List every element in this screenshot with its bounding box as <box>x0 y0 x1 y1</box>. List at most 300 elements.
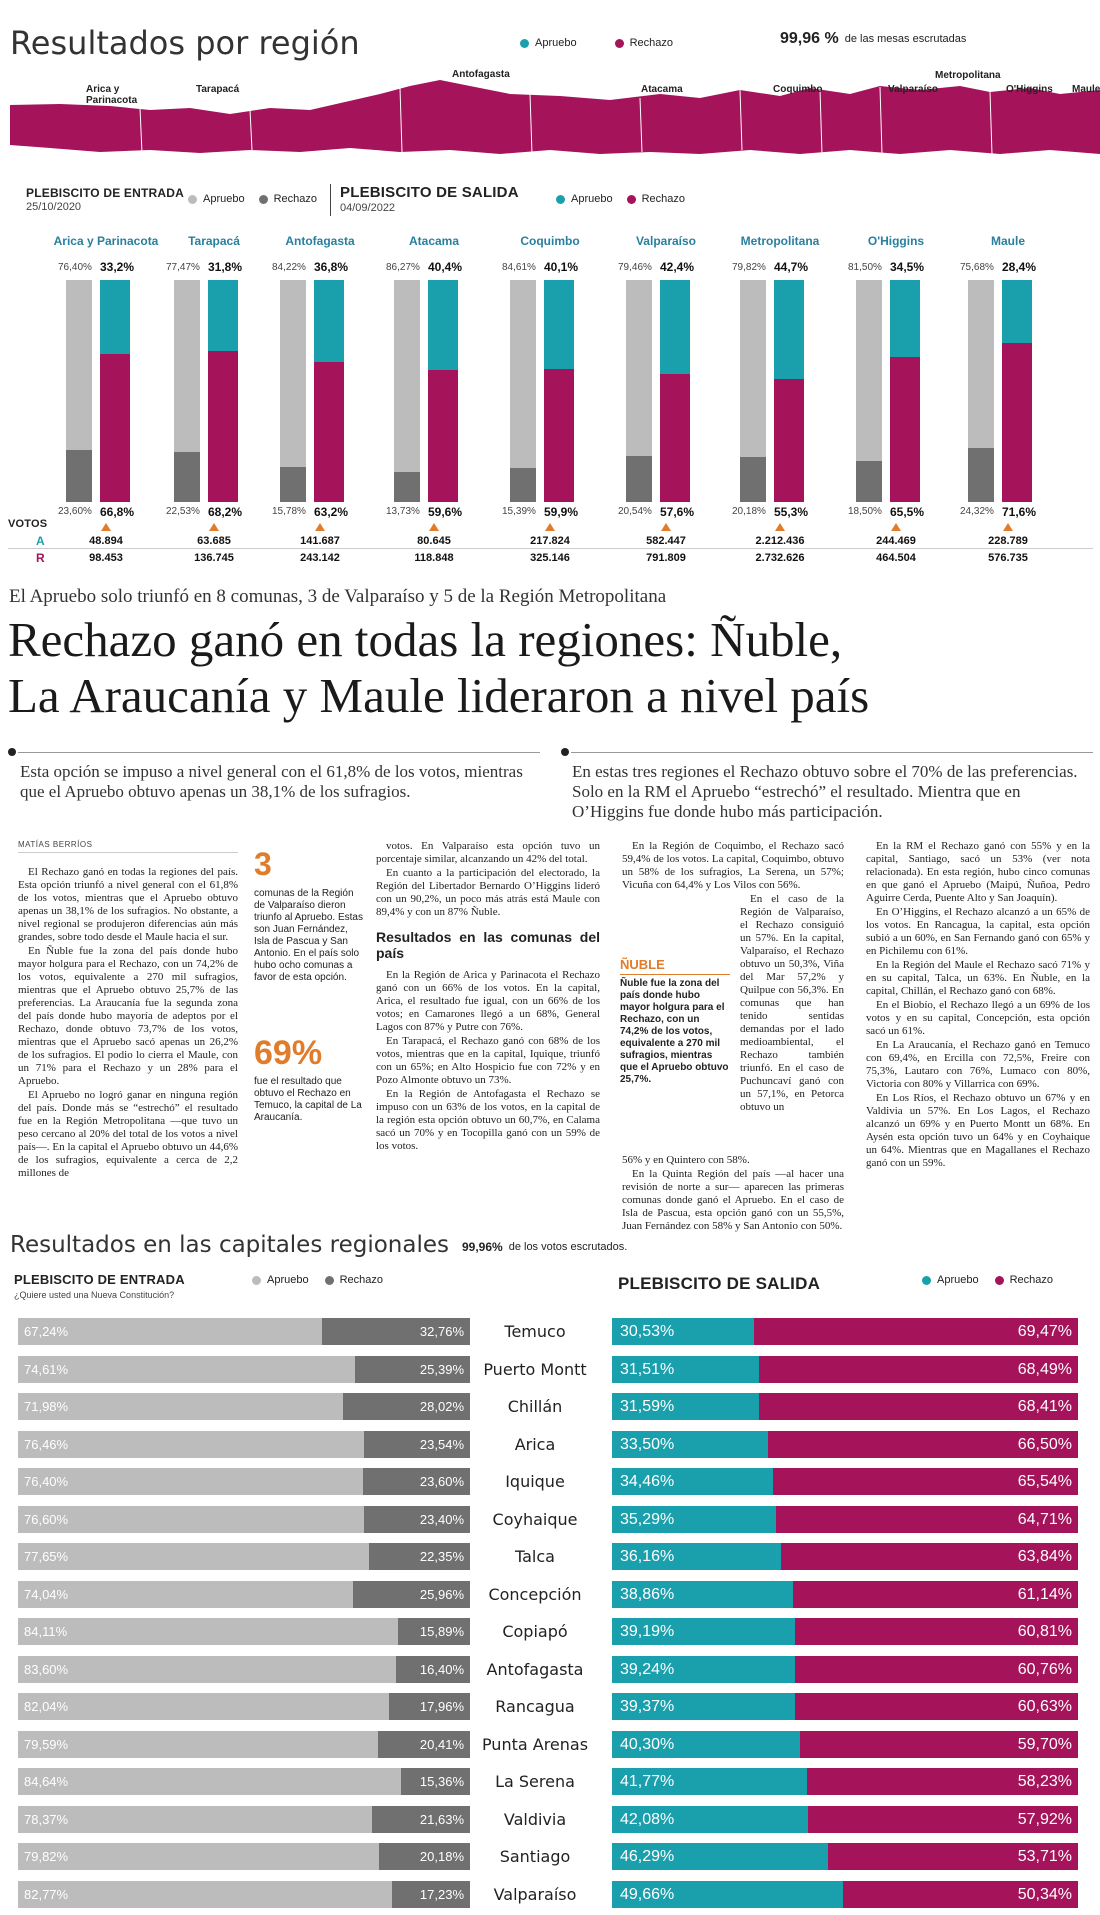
entrada-apruebo-value: 71,98% <box>24 1399 69 1414</box>
capital-city-name: Concepción <box>488 1584 582 1604</box>
bar-entrada-apruebo <box>740 280 766 457</box>
salida-apruebo-value: 36,16% <box>620 1548 675 1565</box>
nuble-callout-title: ÑUBLE <box>620 957 730 975</box>
region-name: Metropolitana <box>740 234 820 248</box>
entrada-apruebo-bar <box>18 1431 364 1458</box>
capital-city-name: Valdivia <box>503 1809 567 1829</box>
entrada-apruebo-value: 76,46% <box>24 1436 69 1452</box>
bar-salida-apruebo <box>428 280 458 370</box>
region-name: Tarapacá <box>188 234 240 248</box>
byline: MATÍAS BERRÍOS <box>18 840 93 849</box>
capital-row <box>0 1656 1100 1686</box>
triangle-marker <box>775 523 785 531</box>
capital-row <box>0 1881 1100 1911</box>
entrada-apruebo-value: 76,40% <box>24 1474 69 1489</box>
legend-rechazo: Rechazo <box>629 37 674 49</box>
bar-salida-rechazo <box>544 369 574 502</box>
entrada-apruebo-bar <box>18 1618 398 1645</box>
triangle-marker <box>209 523 219 531</box>
salida-rechazo-value: 50,34% <box>1017 1885 1072 1903</box>
bar-entrada-apruebo <box>510 280 536 468</box>
col4-paragraph: En la Quinta Región del país —al hacer una revisión de norte a sur— aparecen las primeras comunas donde ganó el Apruebo. En el caso de Isla de Pascua, esta opción ganó con un 55,5%, Juan Fernández con 58% y San Antonio con 50%. <box>622 1168 844 1232</box>
votes-rechazo: 98.453 <box>89 552 123 564</box>
entrada-rechazo-pct: 22,53% <box>166 506 200 517</box>
region-name: O'Higgins <box>867 234 925 248</box>
salida-rechazo-value: 61,14% <box>1017 1585 1072 1603</box>
triangle-marker <box>429 523 439 531</box>
col1-paragraph: El Apruebo no logró ganar en ninguna región del país. Donde más se “estrechó” el resultado fue en la Región Metropolitana —que tuvo un peso cercano al 20% del total de los votos a nivel país—. En la capital el Apruebo obtuvo un 44,6% de los sufragios, equivalente a cerca de 2,2 millones de <box>18 1089 238 1179</box>
entrada-apruebo-bar <box>18 1581 353 1608</box>
bar-salida-rechazo <box>428 370 458 502</box>
salida-rechazo-value: 68,49% <box>1017 1360 1072 1378</box>
scrutiny-value: 99,96 % <box>780 30 839 47</box>
salida-apruebo-value: 33,50% <box>620 1435 675 1453</box>
entrada-apruebo-pct: 79,46% <box>618 262 652 273</box>
salida-apruebo-value: 46,29% <box>620 1848 675 1865</box>
entrada-apruebo-swatch <box>188 195 197 204</box>
bar-salida-rechazo <box>774 379 804 502</box>
region-name: Maule <box>990 234 1025 248</box>
bar-entrada-rechazo <box>968 448 994 502</box>
capital-row <box>0 1693 1100 1723</box>
entrada-rechazo-value: 17,23% <box>419 1886 464 1902</box>
salida-rechazo-value: 65,54% <box>1017 1473 1072 1490</box>
entrada-rechazo-value: 25,96% <box>419 1586 464 1602</box>
salida-rechazo-value: 69,47% <box>1017 1323 1072 1340</box>
votes-rechazo: 791.809 <box>646 552 686 564</box>
entrada-date: 25/10/2020 <box>26 201 82 213</box>
capitals-salida-rechazo-swatch <box>995 1276 1004 1285</box>
col5-paragraph: En La Araucanía, el Rechazo ganó en Temuco con 69,4%, en Ercilla con 72,5%, Freire con 75,3%, Lautaro con 76%, Lumaco con 80%, Victoria con 80% y Villarrica con 69%. <box>866 1039 1090 1090</box>
entrada-rechazo-value: 32,76% <box>419 1324 464 1339</box>
salida-apruebo-value: 39,24% <box>620 1660 675 1678</box>
legend-apruebo: Apruebo <box>535 37 577 49</box>
salida-rechazo-value: 58,23% <box>1017 1773 1072 1790</box>
bar-entrada-rechazo <box>394 472 420 502</box>
entrada-rechazo-pct: 23,60% <box>58 506 92 517</box>
region-name: Valparaíso <box>635 234 697 248</box>
entrada-apruebo-pct: 79,82% <box>732 262 766 273</box>
map-label-tarapaca: Tarapacá <box>196 84 240 95</box>
salida-rechazo-value: 68,41% <box>1017 1398 1072 1415</box>
map-legend <box>520 37 673 49</box>
votes-rechazo: 576.735 <box>988 552 1028 564</box>
votes-rechazo: 118.848 <box>414 552 454 564</box>
entrada-apruebo-bar <box>18 1843 379 1870</box>
votes-apruebo: 228.789 <box>988 535 1028 547</box>
entrada-rechazo-value: 15,89% <box>419 1624 464 1639</box>
salida-rechazo-value: 53,71% <box>1017 1848 1072 1865</box>
entrada-rechazo-value: 23,40% <box>419 1511 464 1527</box>
entrada-apruebo-pct: 77,47% <box>166 262 200 273</box>
capital-row <box>0 1506 1100 1536</box>
bar-entrada-apruebo <box>280 280 306 467</box>
bajada-left-bullet <box>8 748 16 756</box>
region-name: Atacama <box>408 234 460 248</box>
col4-paragraph: 56% y en Quintero con 58%. <box>622 1154 750 1166</box>
salida-apruebo-swatch <box>556 195 565 204</box>
region-name: Coquimbo <box>520 234 580 248</box>
entrada-apruebo-value: 79,59% <box>24 1736 69 1752</box>
capitals-salida-apruebo-swatch <box>922 1276 931 1285</box>
votes-rechazo: 464.504 <box>876 552 916 564</box>
votes-apruebo: 63.685 <box>197 535 231 547</box>
headline-line-1: Rechazo ganó en todas la regiones: Ñuble, <box>8 612 843 667</box>
bajada-right-bullet <box>561 748 569 756</box>
article-column-3 <box>376 840 600 1154</box>
capital-city-name: Temuco <box>504 1322 566 1341</box>
entrada-apruebo-pct: 84,61% <box>502 262 536 273</box>
capital-city-name: Arica <box>514 1434 556 1454</box>
map-label-ohiggins: O'Higgins <box>1006 84 1053 95</box>
byline-rule <box>18 852 238 853</box>
salida-apruebo-pct: 34,5% <box>890 260 925 274</box>
salida-rechazo-pct: 59,6% <box>428 505 463 519</box>
votes-apruebo: 80.645 <box>417 535 451 547</box>
capital-row <box>0 1843 1100 1873</box>
bar-entrada-apruebo <box>174 280 200 452</box>
bar-entrada-apruebo <box>968 280 994 448</box>
capital-row <box>0 1768 1100 1798</box>
entrada-apruebo-value: 74,04% <box>24 1586 69 1602</box>
salida-rechazo-swatch <box>627 195 636 204</box>
triangle-marker <box>1003 523 1013 531</box>
votes-apruebo: 217.824 <box>530 535 570 547</box>
capital-city-name: Puerto Montt <box>483 1359 587 1379</box>
col3-paragraph: En la Región de Arica y Parinacota el Rechazo ganó con un 66% de los votos. En la capital, Arica, el resultado fue igual, con un 66% de los votos; en Camarones llegó a un 68%, General Lagos con 87% y Putre con 76%. <box>376 969 600 1033</box>
capital-city-name: Chillán <box>507 1397 563 1416</box>
bar-salida-apruebo <box>774 280 804 379</box>
salida-rechazo-pct: 59,9% <box>544 505 579 519</box>
entrada-apruebo-value: 82,77% <box>24 1886 69 1902</box>
salida-apruebo-value: 31,59% <box>620 1398 675 1415</box>
bar-salida-rechazo <box>1002 343 1032 502</box>
votes-apruebo: 244.469 <box>876 535 916 547</box>
bar-salida-apruebo <box>1002 280 1032 343</box>
salida-apruebo-pct: 40,4% <box>428 260 463 274</box>
salida-rechazo-value: 57,92% <box>1017 1810 1072 1828</box>
col4-paragraph: En la Región de Coquimbo, el Rechazo sacó 59,4% de los votos. La capital, Coquimbo, obtuvo un 58% de los sufragios, La Serena, un 57%; Vicuña con 64,4% y Los Vilos con 56%. <box>622 840 844 891</box>
col5-paragraph: En la RM el Rechazo ganó con 55% y en la capital, Santiago, sacó un 53% (ver nota relacionada). En esta región, hubo cinco comunas en que ganó el Apruebo (Maipú, Ñuñoa, Pedro Aguirre Cerda, Puente Alto y San Joaquín). <box>866 840 1090 904</box>
salida-rechazo-pct: 57,6% <box>660 505 695 519</box>
entrada-apruebo-value: 76,60% <box>24 1511 69 1527</box>
bar-entrada-apruebo <box>626 280 652 456</box>
capital-city-name: Punta Arenas <box>481 1734 589 1754</box>
capital-city-name: Santiago <box>499 1847 571 1866</box>
capital-row <box>0 1581 1100 1611</box>
salida-apruebo-value: 39,19% <box>620 1623 675 1640</box>
entrada-rechazo-pct: 24,32% <box>960 506 994 517</box>
bajada-right-rule <box>571 752 1093 753</box>
votes-rechazo: 2.732.626 <box>755 552 805 564</box>
capital-row <box>0 1393 1100 1423</box>
salida-legend-rechazo: Rechazo <box>641 193 686 205</box>
capital-city-name: La Serena <box>495 1772 575 1791</box>
votes-rechazo: 136.745 <box>194 552 234 564</box>
fact-text-3: comunas de la Región de Valparaíso dieron triunfo al Apruebo. Estas son Juan Fernández, Isla de Pascua y San Antonio. En el país solo hubo ocho comunas a favor de esta opción. <box>254 888 363 983</box>
salida-apruebo-pct: 28,4% <box>1002 260 1037 274</box>
capital-city-name: Talca <box>515 1547 555 1566</box>
entrada-apruebo-pct: 84,22% <box>272 262 306 273</box>
entrada-apruebo-value: 74,61% <box>24 1361 69 1377</box>
capitals-salida-legend <box>922 1274 1053 1286</box>
capitals-entrada-legend-rechazo: Rechazo <box>339 1274 384 1286</box>
entrada-apruebo-bar <box>18 1468 363 1495</box>
entrada-apruebo-bar <box>18 1356 355 1383</box>
salida-apruebo-pct: 42,4% <box>660 260 695 274</box>
bar-salida-rechazo <box>100 354 130 502</box>
bajada-right: En estas tres regiones el Rechazo obtuvo sobre el 70% de las preferencias. Solo en la RM el Apruebo “estrechó” el resultado. Mientra que en O’Higgins fue donde hubo más participación. <box>572 762 1078 821</box>
scrutiny-text: de las mesas escrutadas <box>844 33 967 45</box>
capital-row <box>0 1806 1100 1836</box>
bar-salida-rechazo <box>890 357 920 502</box>
bar-entrada-apruebo <box>856 280 882 461</box>
capitals-salida-legend-rechazo: Rechazo <box>1009 1274 1054 1286</box>
bar-salida-apruebo <box>100 280 130 354</box>
salida-apruebo-value: 38,86% <box>620 1585 675 1603</box>
salida-apruebo-value: 39,37% <box>620 1698 675 1715</box>
capitals-scrutiny <box>462 1240 627 1254</box>
capitals-title: Resultados en las capitales regionales <box>10 1232 449 1258</box>
entrada-apruebo-pct: 86,27% <box>386 262 420 273</box>
salida-rechazo-value: 64,71% <box>1017 1510 1072 1528</box>
entrada-rechazo-pct: 13,73% <box>386 506 420 517</box>
votes-apruebo: 2.212.436 <box>755 535 805 547</box>
bar-salida-rechazo <box>314 362 344 502</box>
scrutiny-note <box>780 30 966 48</box>
capital-row <box>0 1618 1100 1648</box>
triangle-marker <box>661 523 671 531</box>
entrada-apruebo-bar <box>18 1543 369 1570</box>
entrada-rechazo-swatch <box>259 195 268 204</box>
map-label-valparaiso: Valparaíso <box>888 84 939 95</box>
entrada-rechazo-pct: 18,50% <box>848 506 882 517</box>
votes-rechazo: 243.142 <box>300 552 340 564</box>
entrada-apruebo-bar <box>18 1768 401 1795</box>
col4-paragraph: En el caso de la Región de Valparaíso, el Rechazo consiguió un 57%. En la capital, Valparaíso, el Rechazo obtuvo un 50,3%, Viña del Mar 57,2% y Quilpue con 56,3%. En comunas que han tenido sentidas demandas por el lado medioambiental, el Rechazo también triunfó. En el caso de Puchuncaví ganó con un 57,1%, en Petorca obtuvo un <box>740 893 844 1113</box>
salida-apruebo-value: 30,53% <box>620 1323 675 1340</box>
capitals-salida-legend-apruebo: Apruebo <box>937 1274 979 1286</box>
entrada-apruebo-value: 84,64% <box>24 1774 69 1789</box>
bar-entrada-rechazo <box>510 468 536 502</box>
salida-rechazo-value: 59,70% <box>1017 1735 1072 1753</box>
salida-rechazo-pct: 68,2% <box>208 505 243 519</box>
salida-apruebo-value: 40,30% <box>620 1735 675 1753</box>
col3-paragraph: En la Región de Antofagasta el Rechazo se impuso con un 63% de los votos, en la capital de la región esta opción obtuvo un 60,7%, en Calama sacó un 70% y en Tocopilla ganó con un 59% de los votos. <box>376 1088 600 1152</box>
salida-apruebo-value: 35,29% <box>620 1510 675 1528</box>
entrada-rechazo-value: 28,02% <box>419 1399 464 1414</box>
capital-city-name: Antofagasta <box>486 1659 584 1679</box>
triangle-marker <box>891 523 901 531</box>
entrada-rechazo-value: 22,35% <box>419 1549 464 1564</box>
votes-divider <box>8 548 1093 549</box>
entrada-title: PLEBISCITO DE ENTRADA <box>26 186 184 200</box>
entrada-apruebo-bar <box>18 1693 389 1720</box>
votes-apruebo: 582.447 <box>646 535 686 547</box>
map-section-title: Resultados por región <box>10 24 360 62</box>
votes-rechazo: 325.146 <box>530 552 570 564</box>
bar-entrada-rechazo <box>626 456 652 502</box>
entrada-legend-apruebo: Apruebo <box>203 193 245 205</box>
salida-apruebo-value: 42,08% <box>620 1810 675 1828</box>
salida-rechazo-pct: 55,3% <box>774 505 809 519</box>
salida-legend-apruebo: Apruebo <box>571 193 613 205</box>
capital-row <box>0 1356 1100 1386</box>
bar-entrada-apruebo <box>66 280 92 450</box>
article-column-1 <box>18 866 238 1181</box>
entrada-apruebo-value: 84,11% <box>24 1624 68 1639</box>
col5-paragraph: En Los Ríos, el Rechazo obtuvo un 67% y en Valdivia un 57%. En Los Lagos, el Rechazo alcanzó un 69% y en Puerto Montt un 68%. En Aysén esta opción tuvo un 64% y en Coyhaique un 64%. Mientras que en Magallanes el Rechazo ganó con un 59%. <box>866 1092 1090 1169</box>
entrada-apruebo-value: 77,65% <box>24 1549 69 1564</box>
votes-apruebo: 48.894 <box>89 535 123 547</box>
capital-row <box>0 1731 1100 1761</box>
entrada-apruebo-value: 78,37% <box>24 1811 69 1827</box>
entrada-apruebo-pct: 75,68% <box>960 262 994 273</box>
entrada-rechazo-value: 20,41% <box>419 1736 464 1752</box>
col1-paragraph: El Rechazo ganó en todas la regiones del país. Esta opción triunfó a nivel general con el 61,8% de los votos, mientras que el Apruebo obtuvo apenas un 38,1% de los sufragios. No obstante, a nivel regional se produjeron diferencias aún más grandes, sobre todo desde el Maule hacia el sur. <box>18 866 238 943</box>
entrada-rechazo-pct: 20,54% <box>618 506 652 517</box>
entrada-apruebo-bar <box>18 1806 372 1833</box>
entrada-apruebo-bar <box>18 1656 396 1683</box>
bar-entrada-rechazo <box>740 457 766 502</box>
entrada-apruebo-bar <box>18 1731 378 1758</box>
col5-paragraph: En la Región del Maule el Rechazo sacó 71% y en su capital, Talca, un 63%. En Ñuble, en la capital, Chillán, el Rechazo ganó con 68%. <box>866 959 1090 997</box>
triangle-marker <box>101 523 111 531</box>
salida-apruebo-value: 49,66% <box>620 1885 675 1903</box>
map-label-arica: Arica y Parinacota <box>86 84 138 106</box>
entrada-apruebo-pct: 76,40% <box>58 262 92 273</box>
bar-salida-apruebo <box>314 280 344 362</box>
salida-apruebo-pct: 33,2% <box>100 260 135 274</box>
capital-row <box>0 1318 1100 1348</box>
bar-entrada-apruebo <box>394 280 420 472</box>
map-label-coquimbo: Coquimbo <box>773 84 823 95</box>
votes-a-label: A <box>36 534 45 548</box>
votes-apruebo: 141.687 <box>300 535 340 547</box>
capitals-salida-title: PLEBISCITO DE SALIDA <box>618 1274 821 1293</box>
capital-city-name: Valparaíso <box>493 1884 577 1904</box>
salida-apruebo-value: 41,77% <box>620 1773 675 1790</box>
triangle-marker <box>545 523 555 531</box>
capital-city-name: Iquique <box>505 1472 565 1491</box>
capital-row <box>0 1431 1100 1461</box>
col3-heading: Resultados en las comunas del país <box>376 929 600 961</box>
map-label-atacama: Atacama <box>641 84 683 95</box>
capitals-entrada-rechazo-swatch <box>325 1276 334 1285</box>
bar-salida-apruebo <box>890 280 920 357</box>
salida-rechazo-value: 60,81% <box>1017 1623 1072 1640</box>
bar-entrada-rechazo <box>66 450 92 502</box>
bar-salida-apruebo <box>660 280 690 374</box>
fact-number-3: 3 <box>254 846 272 882</box>
capital-city-name: Rancagua <box>495 1697 575 1716</box>
entrada-apruebo-bar <box>18 1881 392 1908</box>
apruebo-swatch <box>520 39 529 48</box>
capitals-entrada-title: PLEBISCITO DE ENTRADA <box>14 1272 185 1287</box>
chile-map <box>0 50 1100 160</box>
salida-date: 04/09/2022 <box>340 202 396 214</box>
region-name: Arica y Parinacota <box>53 234 159 248</box>
article-headline <box>8 612 1098 724</box>
col3-paragraph: En Tarapacá, el Rechazo ganó con 68% de los votos, mientras que en la capital, Iquique, triunfó con un 65%; en Alto Hospicio fue con 72% y en Pozo Almonte obtuvo un 73%. <box>376 1035 600 1086</box>
bar-salida-apruebo <box>208 280 238 351</box>
salida-apruebo-value: 34,46% <box>620 1473 675 1490</box>
nuble-callout-text: Ñuble fue la zona del país donde hubo mayor holgura para el Rechazo, con un 74,2% de los votos, equivalente a 270 mil sufragios, mientras que el Apruebo obtuvo 25,7%. <box>620 978 729 1085</box>
entrada-rechazo-pct: 20,18% <box>732 506 766 517</box>
region-name: Antofagasta <box>285 234 355 248</box>
triangle-marker <box>315 523 325 531</box>
fact-text-69: fue el resultado que obtuvo el Rechazo en Temuco, la capital de La Araucanía. <box>254 1076 362 1123</box>
chart-header-divider <box>330 184 331 216</box>
capitals-scrutiny-value: 99,96% <box>462 1240 503 1254</box>
entrada-apruebo-bar <box>18 1506 364 1533</box>
entrada-rechazo-value: 25,39% <box>419 1361 464 1377</box>
article-column-5 <box>866 840 1090 1171</box>
entrada-legend-rechazo: Rechazo <box>273 193 318 205</box>
bajada-left-rule <box>18 752 540 753</box>
votes-label: VOTOS <box>8 518 48 530</box>
entrada-rechazo-value: 23,60% <box>419 1474 464 1489</box>
bar-entrada-rechazo <box>856 461 882 502</box>
capitals-entrada-legend-apruebo: Apruebo <box>267 1274 309 1286</box>
capital-city-name: Copiapó <box>502 1622 568 1641</box>
capitals-scrutiny-text: de los votos escrutados. <box>508 1241 628 1253</box>
map-label-maule: Maule <box>1072 84 1100 95</box>
salida-title: PLEBISCITO DE SALIDA <box>340 184 519 201</box>
salida-rechazo-pct: 65,5% <box>890 505 925 519</box>
entrada-rechazo-pct: 15,78% <box>272 506 306 517</box>
salida-apruebo-pct: 36,8% <box>314 260 349 274</box>
map-label-antofagasta: Antofagasta <box>452 69 510 80</box>
bar-salida-apruebo <box>544 280 574 369</box>
nuble-callout <box>620 957 730 1086</box>
salida-apruebo-pct: 40,1% <box>544 260 579 274</box>
article-column-4-bottom <box>622 1154 844 1234</box>
fact-number-69: 69% <box>254 1034 323 1072</box>
entrada-apruebo-pct: 81,50% <box>848 262 882 273</box>
entrada-legend <box>188 193 317 205</box>
salida-apruebo-pct: 44,7% <box>774 260 809 274</box>
bar-salida-rechazo <box>208 351 238 502</box>
entrada-rechazo-value: 17,96% <box>419 1699 464 1714</box>
salida-rechazo-value: 66,50% <box>1017 1435 1072 1453</box>
salida-rechazo-pct: 63,2% <box>314 505 349 519</box>
salida-rechazo-value: 60,76% <box>1017 1660 1072 1678</box>
col3-paragraph: votos. En Valparaíso esta opción tuvo un porcentaje similar, alcanzando un 42% del total. <box>376 840 600 865</box>
bar-entrada-rechazo <box>174 452 200 502</box>
capital-city-name: Coyhaique <box>492 1509 578 1529</box>
capital-row <box>0 1543 1100 1573</box>
votes-r-label: R <box>36 551 45 565</box>
entrada-apruebo-value: 79,82% <box>24 1849 69 1864</box>
capitals-entrada-apruebo-swatch <box>252 1276 261 1285</box>
entrada-apruebo-value: 67,24% <box>24 1324 69 1339</box>
article-kicker: El Apruebo solo triunfó en 8 comunas, 3 de Valparaíso y 5 de la Región Metropolitana <box>9 586 667 607</box>
salida-apruebo-pct: 31,8% <box>208 260 243 274</box>
entrada-apruebo-value: 82,04% <box>24 1699 69 1714</box>
col1-paragraph: En Ñuble fue la zona del país donde hubo mayor holgura para el Rechazo, con un 74,2% de los votos, equivalente a 270 mil sufragios, mientras que el Apruebo obtuvo 25,7% de las preferencias. La Araucanía fue la segunda zona del país donde hubo mayoría de adeptos por el Rechazo, donde obtuvo 73,7% de los votos, mientras que el Apruebo sacó apenas un 26,2% de los sufragios. El podio lo cierra el Maule, con un 71% para el Rechazo y un 28% para el Apruebo. <box>18 945 238 1087</box>
salida-rechazo-pct: 66,8% <box>100 505 135 519</box>
map-label-metropolitana: Metropolitana <box>935 70 1001 81</box>
bajada-left: Esta opción se impuso a nivel general con el 61,8% de los votos, mientras que el Apruebo obtuvo apenas un 38,1% de los sufragios. <box>20 762 523 801</box>
col5-paragraph: En O’Higgins, el Rechazo alcanzó a un 65% de los votos. En Rancagua, la capital, esta opción subió a un 60%, en San Fernando ganó con 65% y en Pichilemu con 61%. <box>866 906 1090 957</box>
col3-paragraph: En cuanto a la participación del electorado, la Región del Libertador Bernardo O’Higgins lideró con un 90,2%, un poco más atrás está Maule con 89,4% y con un 87% Ñuble. <box>376 867 600 918</box>
capitals-entrada-question: ¿Quiere usted una Nueva Constitución? <box>14 1290 175 1300</box>
capitals-entrada-legend <box>252 1274 383 1286</box>
salida-rechazo-value: 60,63% <box>1017 1698 1072 1715</box>
col5-paragraph: En el Biobío, el Rechazo llegó a un 69% de los votos y en su capital, Concepción, esta opción sacó un 61%. <box>866 999 1090 1037</box>
entrada-apruebo-value: 83,60% <box>24 1661 69 1677</box>
